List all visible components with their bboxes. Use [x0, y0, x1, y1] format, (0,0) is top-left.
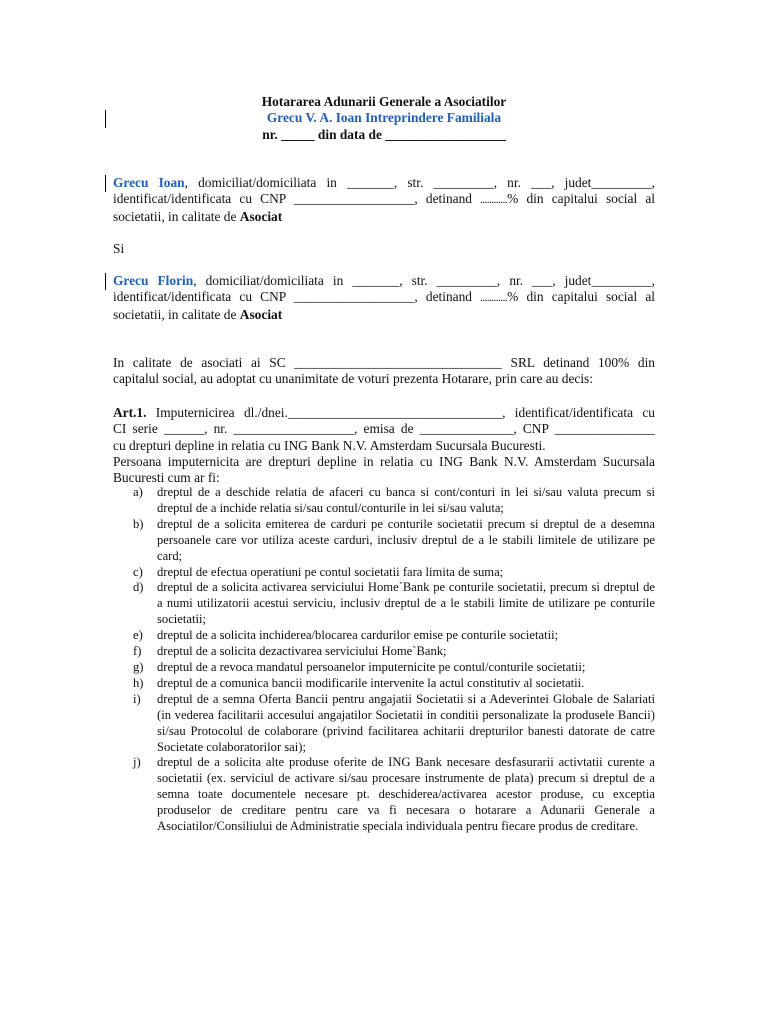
list-item-text: dreptul de a solicita dezactivarea serviciului Home`Bank;: [157, 644, 447, 659]
list-item-text: dreptul de a deschide relatia de afaceri cu banca si cont/conturi in lei si/sau valuta precum si dreptul de a inchide relatia si/sau contul/conturile in lei si/sau valuta;: [157, 485, 655, 515]
list-item-text: dreptul de a solicita alte produse oferite de ING Bank necesare desfasurarii activtatii curente a societatii (ex. serviciul de activare si/sau procesare instrumente de plata) precum si dreptul de a semna toate documentele necesare pt. deschiderea/activarea acestor produse, cu exceptia produselor de creditare pentru care va fi necesara o hotarare a Adunarii Generale a Asociatilor/Consiliului de Administratie speciala individuala pentru fiecare produs de creditare.: [157, 755, 655, 834]
list-item-text: dreptul de a solicita emiterea de carduri pe conturile societatii precum si dreptul de a desemna persoanele care vor utiliza aceste carduri, inclusiv dreptul de a le stabili limitele de utilizare pe card;: [157, 516, 655, 563]
si-conjunction: Si: [113, 241, 125, 256]
number-date-line: nr. _____ din data de __________________: [262, 127, 506, 142]
rights-list: [113, 485, 655, 835]
list-marker: j): [133, 755, 141, 770]
asociat1-paragraph: Grecu Ioan, domiciliat/domiciliata in _______, str. _________, nr. ___, judet_________, identificat/identificata cu CNP __________________, detinand ............% din capitalui social al societatii, in calitate de Asociat: [113, 175, 655, 224]
list-item-text: dreptul de a comunica bancii modificarile intervenite la actul constitutiv al societatii.: [157, 675, 585, 690]
article-1: Art.1. Imputernicirea dl./dnei.________________________________, identificat/identificata cu CI serie ______, nr. __________________, emisa de ______________, CNP _______________ cu drepturi depline in relatia cu ING Bank N.V. Amsterdam Sucursala Bucuresti. Persoana imputernicita are drepturi depline in relatia cu ING Bank N.V. Amsterdam Sucursala Bucuresti cum ar fi:: [113, 405, 655, 486]
text-cursor-marker: [105, 273, 106, 290]
company-name[interactable]: Grecu V. A. Ioan Intreprindere Familiala: [266, 110, 502, 125]
asociat1-name[interactable]: Grecu Ioan: [113, 175, 185, 190]
rights-list-item: [113, 565, 655, 581]
rights-list-item: [113, 660, 655, 676]
rights-list-item: [113, 580, 655, 628]
list-marker: f): [133, 644, 142, 659]
list-item-text: dreptul de a solicita inchiderea/blocarea cardurilor emise pe conturile societatii;: [157, 628, 559, 643]
list-item-text: dreptul de efectua operatiuni pe contul societatii fara limita de suma;: [157, 564, 504, 579]
rights-list-item: [113, 676, 655, 692]
rights-list-item: [113, 755, 655, 835]
list-item-text: dreptul de a semna Oferta Bancii pentru angajatii Societatii si a Adeverintei Globale de Salariati (in vederea facilitarii accesului angajatilor Societatii in conditii personalizate la produsele Bancii) si/sau Protocolul de colaborare (privind facilitarea achitarii drepturilor banesti datorate de catre Societate colaboratorilor sai);: [157, 691, 655, 754]
article-1-label: Art.1.: [113, 405, 147, 420]
asociat2-name[interactable]: Grecu Florin: [113, 273, 194, 288]
asociat2-role: Asociat: [239, 306, 283, 322]
intro-paragraph: In calitate de asociati ai SC _______________________________ SRL detinand 100% din capitalul social, au adoptat cu unanimitate de voturi prezenta Hotarare, prin care au decis:: [113, 355, 655, 387]
rights-list-item: [113, 644, 655, 660]
list-marker: d): [133, 580, 144, 595]
rights-list-item: [113, 692, 655, 756]
document-title: Hotararea Adunarii Generale a Asociatilor: [261, 94, 507, 109]
text-cursor-marker: [105, 175, 106, 192]
list-marker: i): [133, 691, 141, 706]
list-item-text: dreptul de a revoca mandatul persoanelor imputernicite pe contul/conturile societatii;: [157, 659, 586, 674]
list-marker: g): [133, 659, 144, 674]
list-item-text: dreptul de a solicita activarea serviciului Home`Bank pe conturile societatii, precum si dreptul de a numi utilizatorii acestui serviciu, inclusiv dreptul de a le stabili limite de utilizare pe conturile societatii;: [157, 580, 655, 627]
asociat2-paragraph: Grecu Florin, domiciliat/domiciliata in _______, str. _________, nr. ___, judet_________, identificat/identificata cu CNP __________________, detinand ............% din capitalui social al societatii, in calitate de Asociat: [113, 273, 655, 322]
rights-list-item: [113, 485, 655, 517]
list-marker: a): [133, 485, 143, 499]
rights-list-item: [113, 517, 655, 565]
asociat1-role: Asociat: [239, 208, 283, 224]
text-cursor-marker: [105, 110, 106, 128]
rights-list-item: [113, 628, 655, 644]
list-marker: c): [133, 564, 143, 579]
list-marker: b): [133, 516, 144, 531]
list-marker: e): [133, 628, 143, 643]
list-marker: h): [133, 675, 144, 690]
